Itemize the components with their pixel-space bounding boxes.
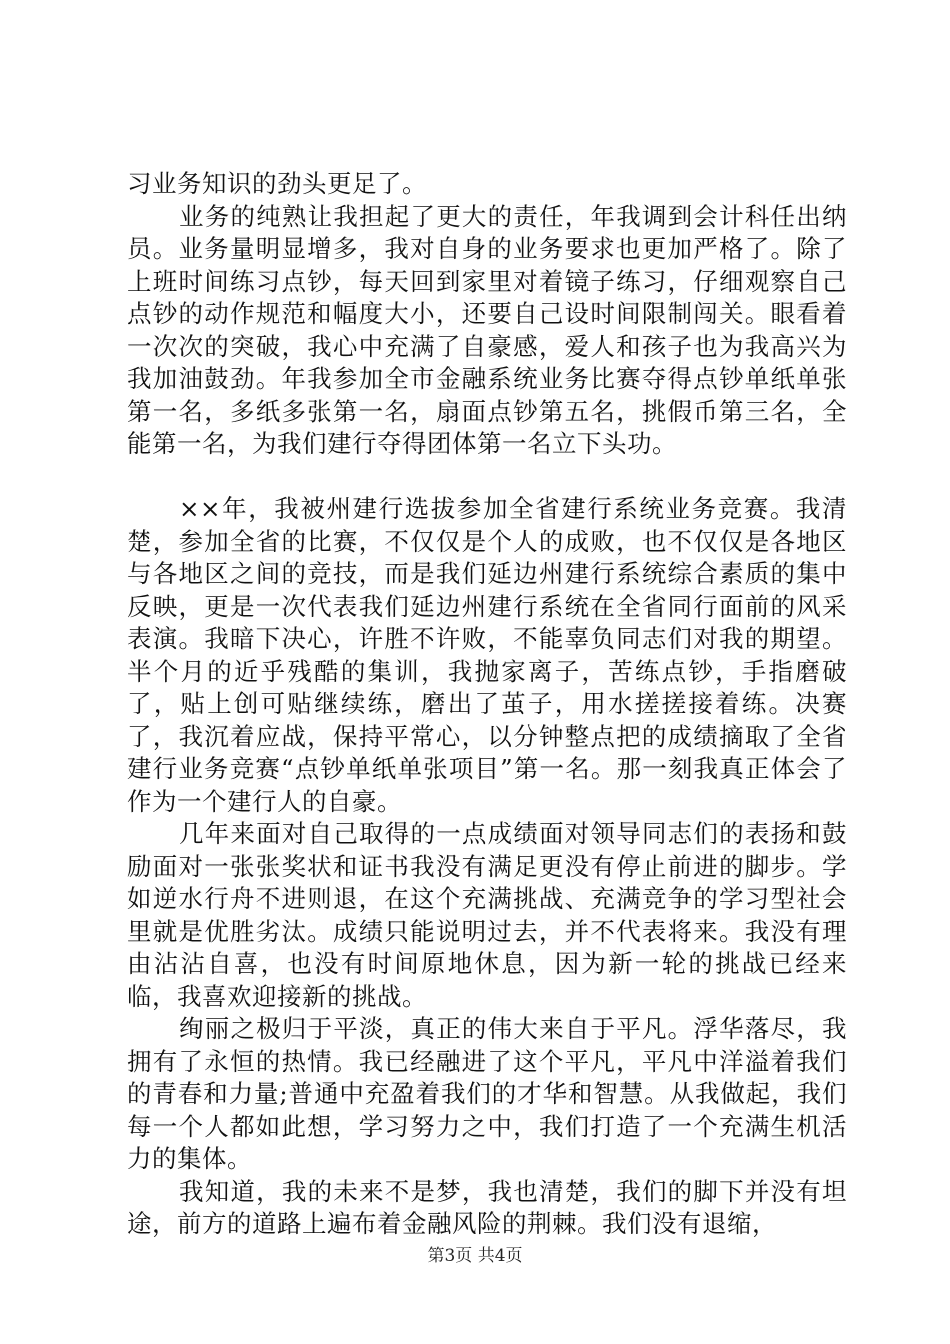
paragraph-keep-progressing: 几年来面对自己取得的一点成绩面对领导同志们的表扬和鼓励面对一张张奖状和证书我没有满足更没有停止前进的脚步。学如逆水行舟不进则退，在这个充满挑战、充满竞争的学习型社会里就是优胜劣汰。成绩只能说明过去，并不代表将来。我没有理由沾沾自喜，也没有时间原地休息，因为新一轮的挑战已经来临，我喜欢迎接新的挑战。 bbox=[127, 819, 847, 1011]
document-body bbox=[127, 168, 847, 1241]
page-number-footer: 第3页 共4页 bbox=[427, 1246, 523, 1266]
paragraph-future: 我知道，我的未来不是梦，我也清楚，我们的脚下并没有坦途，前方的道路上遍布着金融风险的荆棘。我们没有退缩， bbox=[127, 1176, 847, 1238]
paragraph-provincial-competition: ××年，我被州建行选拔参加全省建行系统业务竞赛。我清楚，参加全省的比赛，不仅仅是个人的成败，也不仅仅是各地区与各地区之间的竞技，而是我们延边州建行系统综合素质的集中反映，更是一次代表我们延边州建行系统在全省同行面前的风采表演。我暗下决心，许胜不许败，不能辜负同志们对我的期望。半个月的近乎残酷的集训，我抛家离子，苦练点钞，手指磨破了，贴上创可贴继续练，磨出了茧子，用水搓搓接着练。决赛了，我沉着应战，保持平常心，以分钟整点把的成绩摘取了全省建行业务竞赛“点钞单纸单张项目”第一名。那一刻我真正体会了作为一个建行人的自豪。 bbox=[127, 494, 847, 816]
paragraph-ordinary-greatness: 绚丽之极归于平淡，真正的伟大来自于平凡。浮华落尽，我拥有了永恒的热情。我已经融进了这个平凡，平凡中洋溢着我们的青春和力量;普通中充盈着我们的才华和智慧。从我做起，我们每一个人都如此想，学习努力之中，我们打造了一个充满生机活力的集体。 bbox=[127, 1014, 847, 1173]
paragraph-spacer bbox=[127, 461, 847, 494]
paragraph-cashier-duty: 业务的纯熟让我担起了更大的责任，年我调到会计科任出纳员。业务量明显增多，我对自身的业务要求也更加严格了。除了上班时间练习点钞，每天回到家里对着镜子练习，仔细观察自己点钞的动作规范和幅度大小，还要自己设时间限制闯关。眼看着一次次的突破，我心中充满了自豪感，爱人和孩子也为我高兴为我加油鼓劲。年我参加全市金融系统业务比赛夺得点钞单纸单张第一名，多纸多张第一名，扇面点钞第五名，挑假币第三名，全能第一名，为我们建行夺得团体第一名立下头功。 bbox=[127, 201, 847, 458]
paragraph-continuation: 习业务知识的劲头更足了。 bbox=[127, 169, 427, 198]
